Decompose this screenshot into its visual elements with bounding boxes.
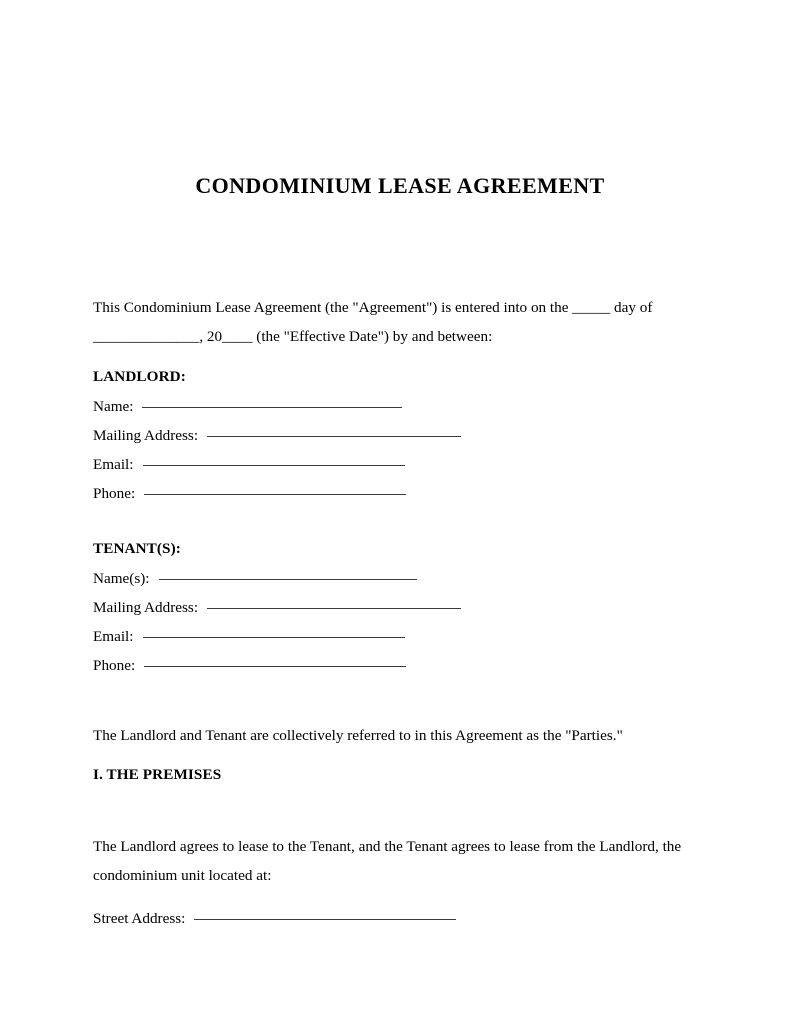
landlord-email-row (93, 454, 405, 476)
page-title: CONDOMINIUM LEASE AGREEMENT (195, 172, 605, 198)
premises-paragraph: The Landlord agrees to lease to the Tenant, and the Tenant agrees to lease from the Landlord, the condominium unit located at: (93, 838, 682, 884)
street-address-row (93, 908, 456, 930)
tenant-names-row (93, 568, 417, 590)
landlord-phone-input[interactable] (144, 494, 406, 495)
tenant-email-input[interactable] (143, 637, 405, 638)
landlord-phone-label: Phone: (93, 485, 136, 502)
landlord-mailing-address-row (93, 425, 461, 447)
landlord-mailing-address-input[interactable] (207, 436, 461, 437)
tenant-names-input[interactable] (159, 579, 417, 580)
intro-paragraph: This Condominium Lease Agreement (the "Agreement") is entered into on the _____ day of ______________, 20____ (the "Effective Date") by and between: (93, 299, 653, 345)
landlord-name-input[interactable] (142, 407, 402, 408)
street-address-label: Street Address: (93, 910, 186, 927)
premises-heading: I. THE PREMISES (93, 766, 222, 783)
parties-paragraph: The Landlord and Tenant are collectively referred to in this Agreement as the "Parties." (93, 727, 623, 745)
tenant-heading: TENANT(S): (93, 540, 181, 557)
tenant-phone-label: Phone: (93, 657, 136, 674)
tenant-email-label: Email: (93, 628, 134, 645)
tenant-mailing-address-input[interactable] (207, 608, 461, 609)
tenant-phone-input[interactable] (144, 666, 406, 667)
landlord-phone-row (93, 483, 406, 505)
landlord-name-row (93, 396, 402, 418)
tenant-names-label: Name(s): (93, 570, 150, 587)
street-address-input[interactable] (194, 919, 456, 920)
landlord-mailing-address-label: Mailing Address: (93, 427, 199, 444)
tenant-mailing-address-row (93, 597, 461, 619)
landlord-email-label: Email: (93, 456, 134, 473)
tenant-mailing-address-label: Mailing Address: (93, 599, 199, 616)
landlord-heading: LANDLORD: (93, 368, 186, 385)
landlord-email-input[interactable] (143, 465, 405, 466)
tenant-phone-row (93, 655, 406, 677)
landlord-name-label: Name: (93, 398, 134, 415)
tenant-email-row (93, 626, 405, 648)
